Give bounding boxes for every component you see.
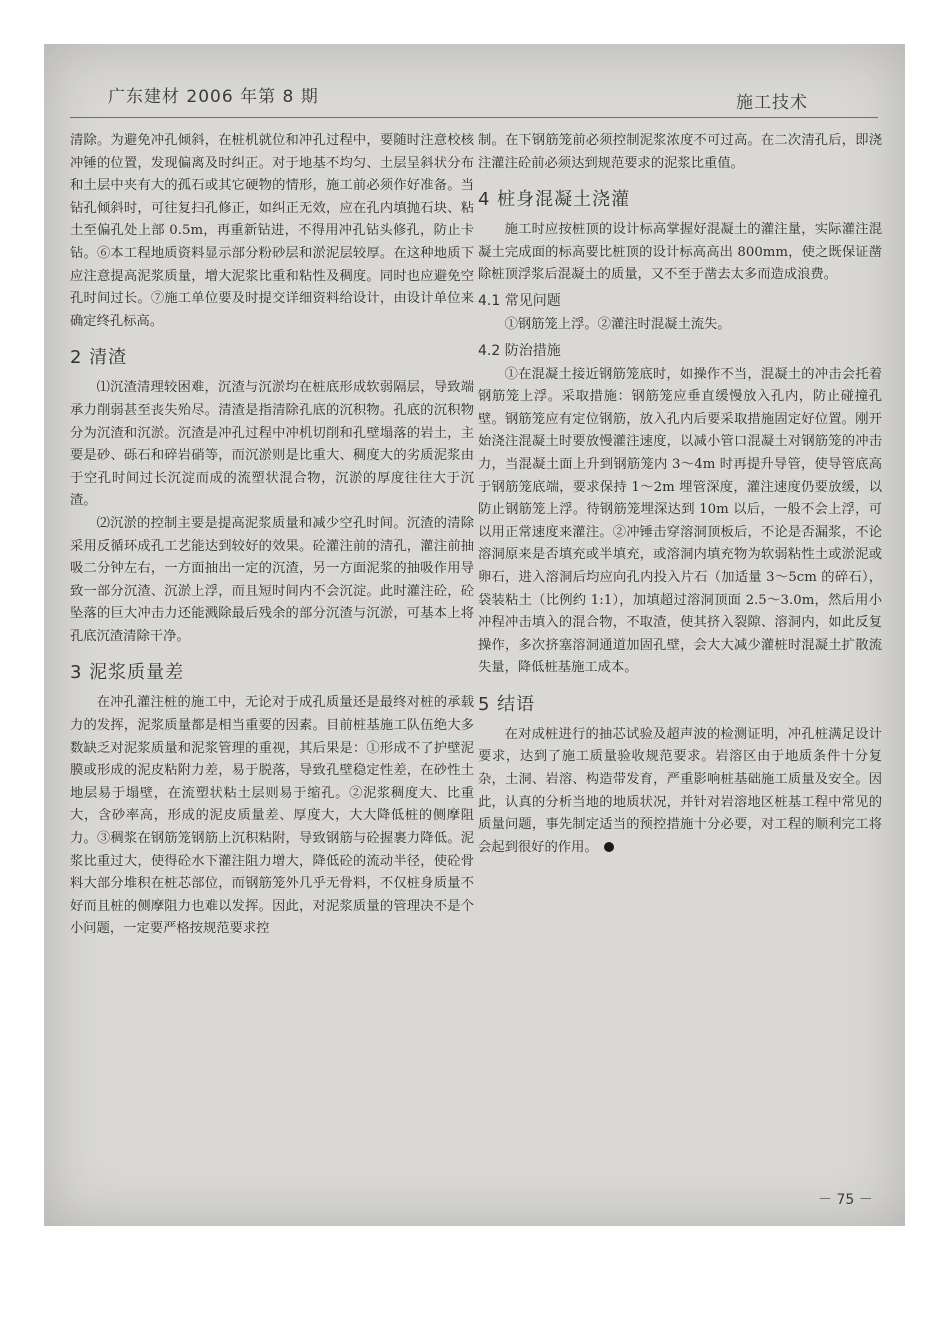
paragraph-4-2: ①在混凝土接近钢筋笼底时，如操作不当，混凝土的冲击会托着钢筋笼上浮。采取措施：钢筋笼应垂直缓慢放入孔内，防止碰撞孔壁。钢筋笼应有定位钢筋，放入孔内后要采取措施固定好位置。刚开始浇注混凝土时要放慢灌注速度，以减小管口混凝土对钢筋笼的冲击力，当混凝土面上升到钢筋笼内 3～4m 时再提升导管，使导管底高于钢筋笼底端，要求保持 1～2m 埋管深度，灌注速度仍要放缓，以防止钢筋笼上浮。待钢筋笼埋深达到 10m 以后，一般不会上浮，可以用正常速度来灌注。②冲锤击穿溶洞顶板后，不论是否漏浆，不论溶洞原来是否填充或半填充，或溶洞内填充物为软弱粘性土或淤泥或卵石，进入溶洞后均应向孔内投入片石（加适量 3～5cm 的碎石），袋装粘土（比例约 1:1），加填超过溶洞顶面 2.5～3.0m，然后用小冲程冲击填入的混合物，不取渣，使其挤入裂隙、溶洞内，如此反复操作，多次挤塞溶洞通道加固孔壁，会大大减少灌桩时混凝土扩散流失量，降低桩基施工成本。 [478,366,882,676]
paragraph-mud: 在冲孔灌注桩的施工中，无论对于成孔质量还是最终对桩的承载力的发挥，泥浆质量都是相当重要的因素。目前桩基施工队伍绝大多数缺乏对泥浆质量和泥浆管理的重视，其后果是：①形成不了护壁泥膜或形成的泥皮粘附力差，易于脱落，导致孔壁稳定性差，在砂性土地层易于塌壁，在流塑状粘土层则易于缩孔。②泥浆稠度大、比重大，含砂率高，形成的泥皮质量差、厚度大，大大降低桩的侧摩阻力。③稠浆在钢筋笼钢筋上沉积粘附，导致钢筋与砼握裹力降低。泥浆比重过大，使得砼水下灌注阻力增大，降低砼的流动半径，使砼骨料大部分堆积在桩芯部位，而钢筋笼外几乎无骨料，不仅桩身质量不好而且桩的侧摩阻力也难以发挥。因此，对泥浆质量的管理决不是个小问题，一定要严格按规范要求控 [70,695,474,937]
conclusion-text: 在对成桩进行的抽芯试验及超声波的检测证明，冲孔桩满足设计要求，达到了施工质量验收规范要求。岩溶区由于地质条件十分复杂，土洞、岩溶、构造带发育，严重影响桩基础施工质量及安全。因此，认真的分析当地的地质状况，并针对岩溶地区桩基工程中常见的质量问题，事先制定适当的预控措施十分必要，对工程的顺利完工将会起到很好的作用。 [478,726,882,855]
left-column [70,130,474,941]
right-column [478,130,882,859]
paragraph-4-1: ①钢筋笼上浮。②灌注时混凝土流失。 [504,316,731,332]
heading-mud: 3 泥浆质量差 [70,662,185,684]
heading-pour: 4 桩身混凝土浇灌 [478,189,631,211]
paragraph-conclusion [478,724,882,860]
page-number: － 75 － [818,1192,873,1208]
header-divider [70,117,878,118]
paragraph-pour: 施工时应按桩顶的设计标高掌握好混凝土的灌注量，实际灌注混凝土完成面的标高要比桩顶的设计标高高出 800mm，使之既保证凿除桩顶浮浆后混凝土的质量，又不至于凿去太多而造成浪费。 [478,222,882,283]
paragraph-intro: 清除。为避免冲孔倾斜，在桩机就位和冲孔过程中，要随时注意校核冲锤的位置，发现偏离及时纠正。对于地基不均匀、土层呈斜状分布和土层中夹有大的孤石或其它硬物的情形，施工前必须作好准备。当钻孔倾斜时，可往复扫孔修正，如纠正无效，应在孔内填抛石块、粘土至偏孔处上部 0.5m，再重新钻进，不得用冲孔钻头修孔，防止卡钻。⑥本工程地质资料显示部分粉砂层和淤泥层较厚。在这种地质下应注意提高泥浆质量，增大泥浆比重和粘性及稠度。同时也应避免空孔时间过长。⑦施工单位要及时提交详细资料给设计，由设计单位来确定终孔标高。 [70,133,474,329]
heading-4-1: 4.1 常见问题 [478,292,561,309]
end-mark-icon [604,842,614,852]
paragraph-clean-1: ⑴沉渣清理较困难，沉渣与沉淤均在桩底形成软弱隔层，导致端承力削弱甚至丧失殆尽。清渣是指清除孔底的沉积物。孔底的沉积物分为沉渣和沉淤。沉渣是冲孔过程中冲机切削和孔壁塌落的岩土，主要是砂、砾石和碎岩硝等，而沉淤则是比重大、稠度大的劣质泥浆由于空孔时间过长沉淀而成的流塑状混合物，沉淤的厚度往往大于沉渣。 [70,380,474,509]
heading-4-2: 4.2 防治措施 [478,342,561,359]
heading-clean: 2 清渣 [70,347,128,369]
paragraph-continued: 制。在下钢筋笼前必须控制泥浆浓度不可过高。在二次清孔后，即浇注灌注砼前必须达到规范要求的泥浆比重值。 [478,133,882,171]
section-header: 施工技术 [736,93,808,113]
paragraph-clean-2: ⑵沉淤的控制主要是提高泥浆质量和减少空孔时间。沉渣的清除采用反循环成孔工艺能达到较好的效果。砼灌注前的清孔，灌注前抽吸二分钟左右，一方面抽出一定的沉渣，另一方面泥浆的抽吸作用导致一部分沉渣、沉淤上浮，而且短时间内不会沉淀。此时灌注砼，砼坠落的巨大冲击力还能溅除最后残余的部分沉渣与沉淤，可基本上将孔底沉渣清除干净。 [70,515,474,644]
journal-header: 广东建材 2006 年第 8 期 [108,87,319,107]
heading-conclusion: 5 结语 [478,693,536,715]
